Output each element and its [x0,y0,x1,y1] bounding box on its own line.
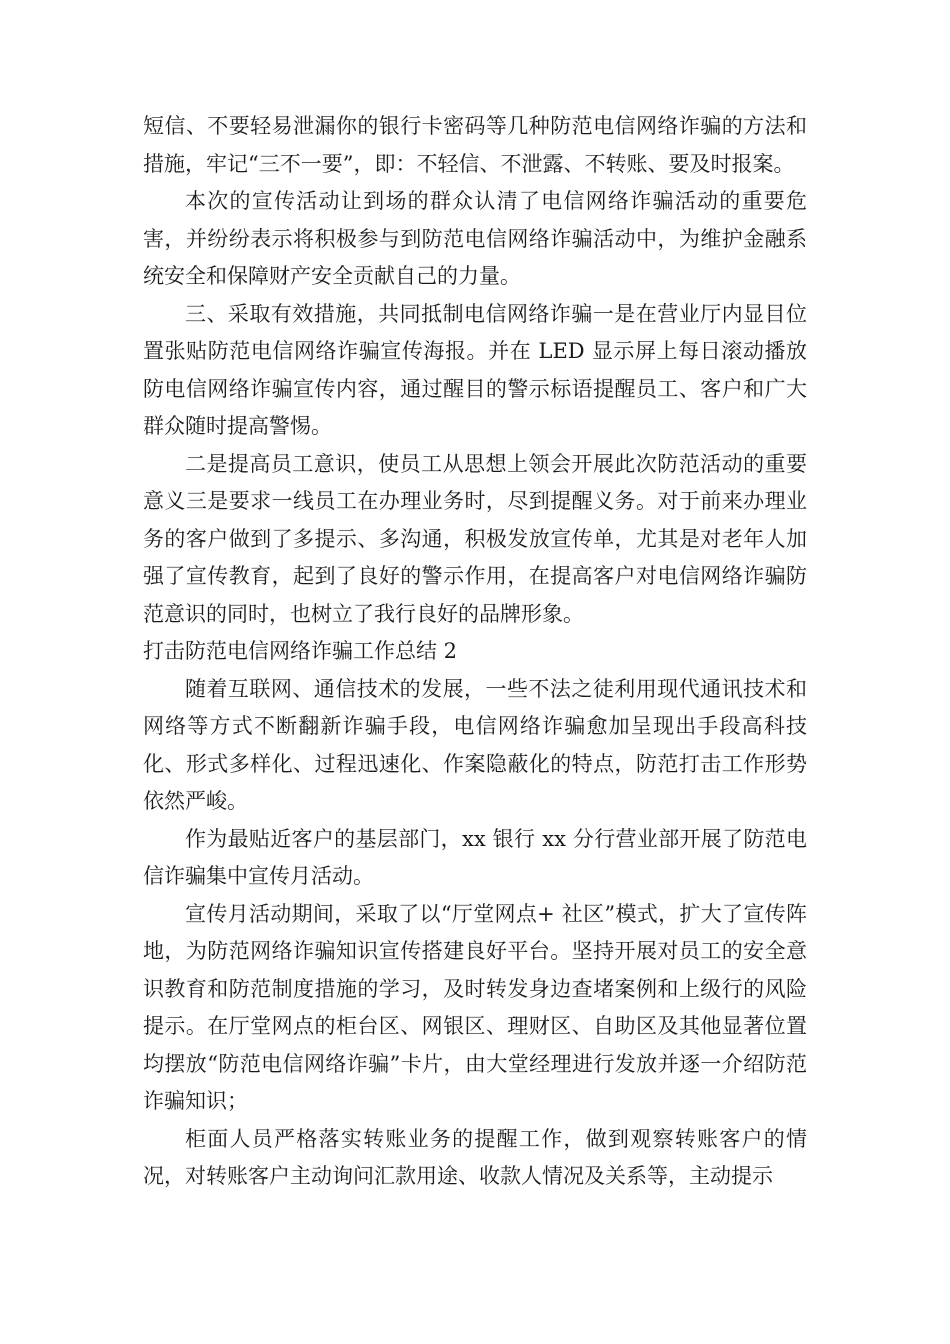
paragraph-continuation: 短信、不要轻易泄漏你的银行卡密码等几种防范电信网络诈骗的方法和措施，牢记“三不一要”，即：不轻信、不泄露、不转账、要及时报案。 [143,114,807,176]
paragraph: 本次的宣传活动让到场的群众认清了电信网络诈骗活动的重要危害，并纷纷表示将积极参与到防范电信网络诈骗活动中，为维护金融系统安全和保障财产安全贡献自己的力量。 [143,189,807,288]
paragraph: 随着互联网、通信技术的发展，一些不法之徒利用现代通讯技术和网络等方式不断翻新诈骗手段，电信网络诈骗愈加呈现出手段高科技化、形式多样化、过程迅速化、作案隐蔽化的特点，防范打击工作形势依然严峻。 [143,676,807,813]
paragraph: 宣传月活动期间，采取了以“厅堂网点+ 社区”模式，扩大了宣传阵地，为防范网络诈骗知识宣传搭建良好平台。坚持开展对员工的安全意识教育和防范制度措施的学习，及时转发身边查堵案例和上级行的风险提示。在厅堂网点的柜台区、网银区、理财区、自助区及其他显著位置均摆放“防范电信网络诈骗”卡片，由大堂经理进行发放并逐一介绍防范诈骗知识； [143,901,807,1113]
paragraph: 二是提高员工意识，使员工从思想上领会开展此次防范活动的重要意义三是要求一线员工在办理业务时，尽到提醒义务。对于前来办理业务的客户做到了多提示、多沟通，积极发放宣传单，尤其是对老年人加强了宣传教育，起到了良好的警示作用，在提高客户对电信网络诈骗防范意识的同时，也树立了我行良好的品牌形象。 [143,451,807,626]
paragraph: 柜面人员严格落实转账业务的提醒工作，做到观察转账客户的情况，对转账客户主动询问汇款用途、收款人情况及关系等，主动提示 [143,1126,807,1188]
paragraph: 三、采取有效措施，共同抵制电信网络诈骗一是在营业厅内显目位置张贴防范电信网络诈骗宣传海报。并在 LED 显示屏上每日滚动播放防电信网络诈骗宣传内容，通过醒目的警示标语提醒员工、客户和广大群众随时提高警惕。 [143,301,807,438]
paragraph: 作为最贴近客户的基层部门，xx 银行 xx 分行营业部开展了防范电信诈骗集中宣传月活动。 [143,826,807,888]
section-heading: 打击防范电信网络诈骗工作总结 2 [143,639,458,663]
document-page [143,108,807,1196]
